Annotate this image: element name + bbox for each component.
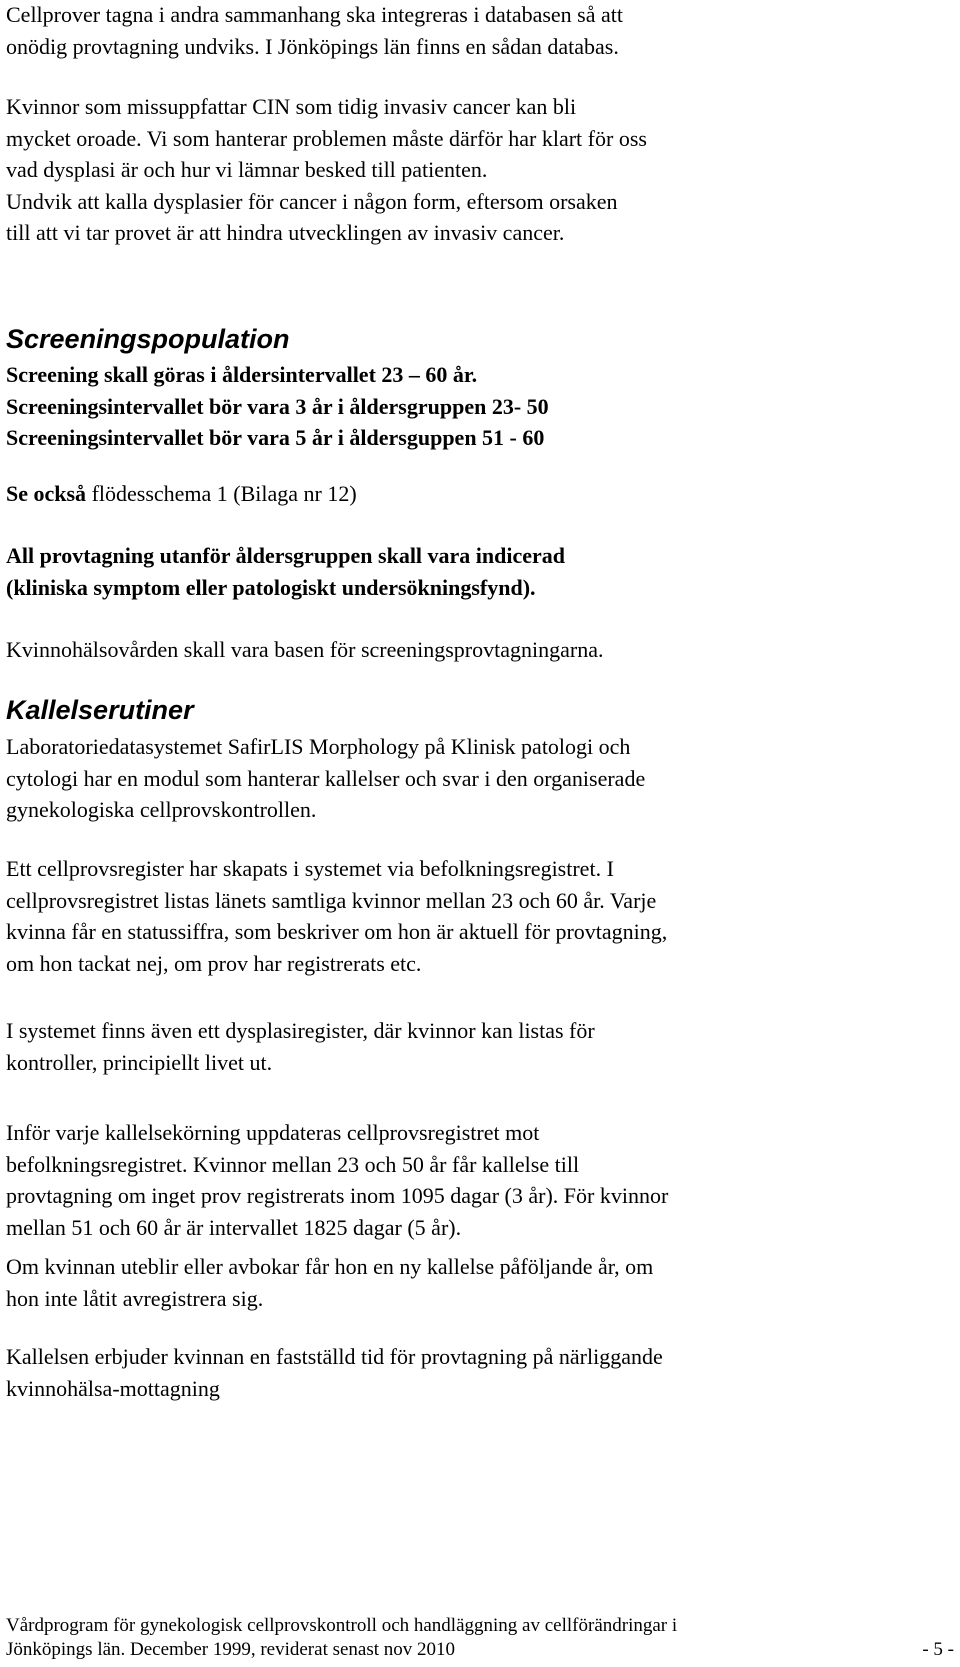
heading-screeningspopulation: Screeningspopulation [6, 324, 290, 354]
text-line: Cellprover tagna i andra sammanhang ska integreras i databasen så att [6, 2, 623, 27]
paragraph-databas [6, 0, 623, 62]
text-line: Ett cellprovsregister har skapats i systemet via befolkningsregistret. I [6, 856, 614, 881]
text-line: Laboratoriedatasystemet SafirLIS Morphology på Klinisk patologi och [6, 734, 631, 759]
footer-row [6, 1614, 954, 1638]
see-also-label: Se också [6, 481, 87, 506]
footer-row [6, 1638, 954, 1662]
text-line: onödig provtagning undviks. I Jönköpings län finns en sådan databas. [6, 33, 619, 59]
text-line: Screeningsintervallet bör vara 5 år i åldersguppen 51 - 60 [6, 425, 545, 450]
paragraph-cin [6, 91, 647, 249]
indication-paragraph [6, 540, 565, 603]
text-line: All provtagning utanför åldersgruppen skall vara indicerad [6, 543, 566, 568]
screening-rules [6, 359, 549, 454]
paragraph-kallelsekorning [6, 1117, 668, 1243]
page-footer [6, 1614, 954, 1662]
see-also [6, 478, 357, 510]
text-line: cellprovsregistret listas länets samtliga kvinnor mellan 23 och 60 år. Varje [6, 887, 657, 913]
text-line: cytologi har en modul som hanterar kallelser och svar i den organiserade [6, 765, 646, 791]
text-line: (kliniska symptom eller patologiskt undersökningsfynd). [6, 574, 536, 600]
text-line: gynekologiska cellprovskontrollen. [6, 797, 317, 822]
text-line: befolkningsregistret. Kvinnor mellan 23 och 50 år får kallelse till [6, 1151, 580, 1177]
text-line: Screeningsintervallet bör vara 3 år i åldersgruppen 23- 50 [6, 393, 549, 419]
paragraph-tid [6, 1341, 663, 1404]
text-line: Om kvinnan uteblir eller avbokar får hon en ny kallelse påföljande år, om [6, 1254, 654, 1279]
text-line: vad dysplasi är och hur vi lämnar besked till patienten. [6, 157, 488, 182]
footer-date: Jönköpings län. December 1999, reviderat senast nov 2010 [6, 1639, 456, 1660]
footer-title: Vårdprogram för gynekologisk cellprovskontroll och handläggning av cellförändringar i [6, 1615, 678, 1636]
text-line: kvinnohälsa-mottagning [6, 1375, 220, 1401]
heading-kallelserutiner: Kallelserutiner [6, 695, 194, 725]
text-line: Inför varje kallelsekörning uppdateras cellprovsregistret mot [6, 1120, 540, 1145]
paragraph-uteblir [6, 1251, 653, 1314]
text-line: Kvinnor som missuppfattar CIN som tidig invasiv cancer kan bli [6, 94, 577, 119]
text-line: Screening skall göras i åldersintervallet 23 – 60 år. [6, 362, 478, 387]
text-line: provtagning om inget prov registrerats inom 1095 dagar (3 år). För kvinnor [6, 1183, 669, 1208]
text-line: Kallelsen erbjuder kvinnan en fastställd tid för provtagning på närliggande [6, 1344, 663, 1369]
page-number: - 5 - [922, 1639, 954, 1660]
paragraph-safirlis [6, 731, 645, 826]
text-line: Undvik att kalla dysplasier för cancer i någon form, eftersom orsaken [6, 188, 618, 214]
text-line: mellan 51 och 60 år är intervallet 1825 dagar (5 år). [6, 1214, 462, 1240]
text-line: kvinna får en statussiffra, som beskriver om hon är aktuell för provtagning, [6, 919, 668, 944]
base-paragraph: Kvinnohälsovården skall vara basen för screeningsprovtagningarna. [6, 637, 604, 662]
paragraph-cellprovsregister [6, 853, 667, 979]
text-line: till att vi tar provet är att hindra utvecklingen av invasiv cancer. [6, 220, 565, 245]
see-also-reference: flödesschema 1 (Bilaga nr 12) [86, 481, 357, 506]
paragraph-dysplasiregister [6, 1015, 595, 1078]
text-line: I systemet finns även ett dysplasiregister, där kvinnor kan listas för [6, 1018, 595, 1043]
text-line: mycket oroade. Vi som hanterar problemen måste därför har klart för oss [6, 125, 647, 151]
text-line: om hon tackat nej, om prov har registrerats etc. [6, 950, 422, 976]
text-line: kontroller, principiellt livet ut. [6, 1049, 273, 1075]
text-line: hon inte låtit avregistrera sig. [6, 1285, 264, 1311]
